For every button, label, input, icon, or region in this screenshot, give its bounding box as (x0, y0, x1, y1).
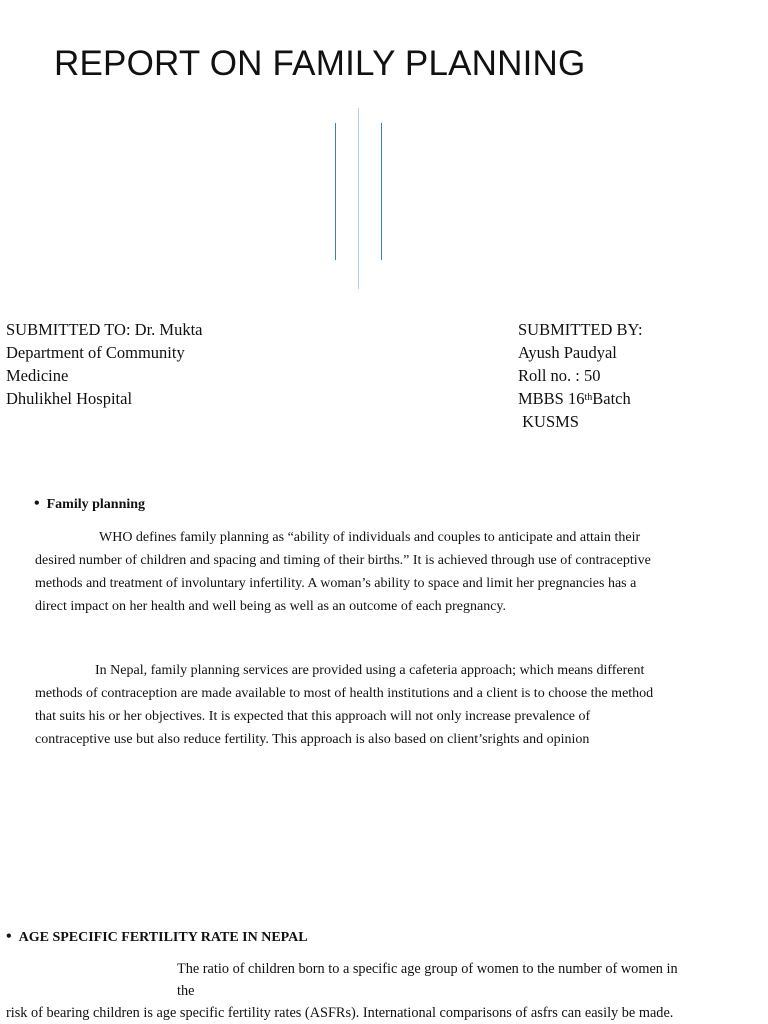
paragraph-who-definition (35, 526, 651, 618)
institution (518, 410, 643, 433)
section-heading-text: AGE SPECIFIC FERTILITY RATE IN NEPAL (18, 930, 308, 945)
decorative-line-center (358, 108, 359, 289)
decorative-lines (330, 108, 390, 292)
paragraph-line: In Nepal, family planning services are provided using a cafeteria approach; which means different (95, 663, 645, 678)
document-title: REPORT ON FAMILY PLANNING (54, 44, 586, 83)
decorative-line-left (335, 123, 336, 260)
submitted-by-block (518, 318, 643, 433)
submitted-by-heading: SUBMITTED BY: (518, 320, 643, 339)
section-heading-family-planning (34, 495, 145, 513)
decorative-line-right (381, 123, 382, 260)
submitted-to-line: Dhulikhel Hospital (6, 389, 133, 408)
author-name: Ayush Paudyal (518, 343, 617, 362)
paragraph-line: risk of bearing children is age specific fertility rates (ASFRs). International comparisons of asfrs can easily be made. (6, 1005, 674, 1021)
paragraph-line: contraceptive use but also reduce fertility. This approach is also based on client’srights and opinion (35, 732, 590, 747)
batch-line (518, 387, 643, 410)
paragraph-line: The ratio of children born to a specific age group of women to the number of women in (177, 961, 678, 977)
section-heading-text: Family planning (46, 497, 146, 512)
paragraph-line: methods of contraception are made available to most of health institutions and a client is to choose the method (35, 686, 654, 701)
batch-suffix: Batch (592, 389, 631, 408)
bullet-icon: • (6, 928, 12, 945)
paragraph-asfr (6, 958, 678, 1024)
batch-ordinal: th (584, 392, 593, 403)
paragraph-line: methods and treatment of involuntary infertility. A woman’s ability to space and limit her pregnancies has a (35, 576, 637, 591)
submitted-to-block (6, 318, 202, 410)
batch-prefix: MBBS 16 (518, 389, 585, 408)
submitted-to-line: Department of Community (6, 343, 185, 362)
institution-name: KUSMS (522, 412, 579, 431)
submitted-to-line: SUBMITTED TO: Dr. Mukta (6, 320, 203, 339)
paragraph-line: direct impact on her health and well being as well as an outcome of each pregnancy. (35, 599, 507, 614)
paragraph-line: the (177, 983, 195, 999)
paragraph-line: WHO defines family planning as “ability of individuals and couples to anticipate and attain their (99, 530, 641, 545)
roll-number: Roll no. : 50 (518, 366, 601, 385)
paragraph-line: desired number of children and spacing and timing of their births.” It is achieved through use of contraceptive (35, 553, 651, 568)
paragraph-nepal-services (35, 659, 653, 751)
bullet-icon: • (34, 495, 40, 512)
section-heading-asfr (6, 928, 308, 946)
submitted-to-line: Medicine (6, 366, 69, 385)
paragraph-line: that suits his or her objectives. It is expected that this approach will not only increase prevalence of (35, 709, 591, 724)
